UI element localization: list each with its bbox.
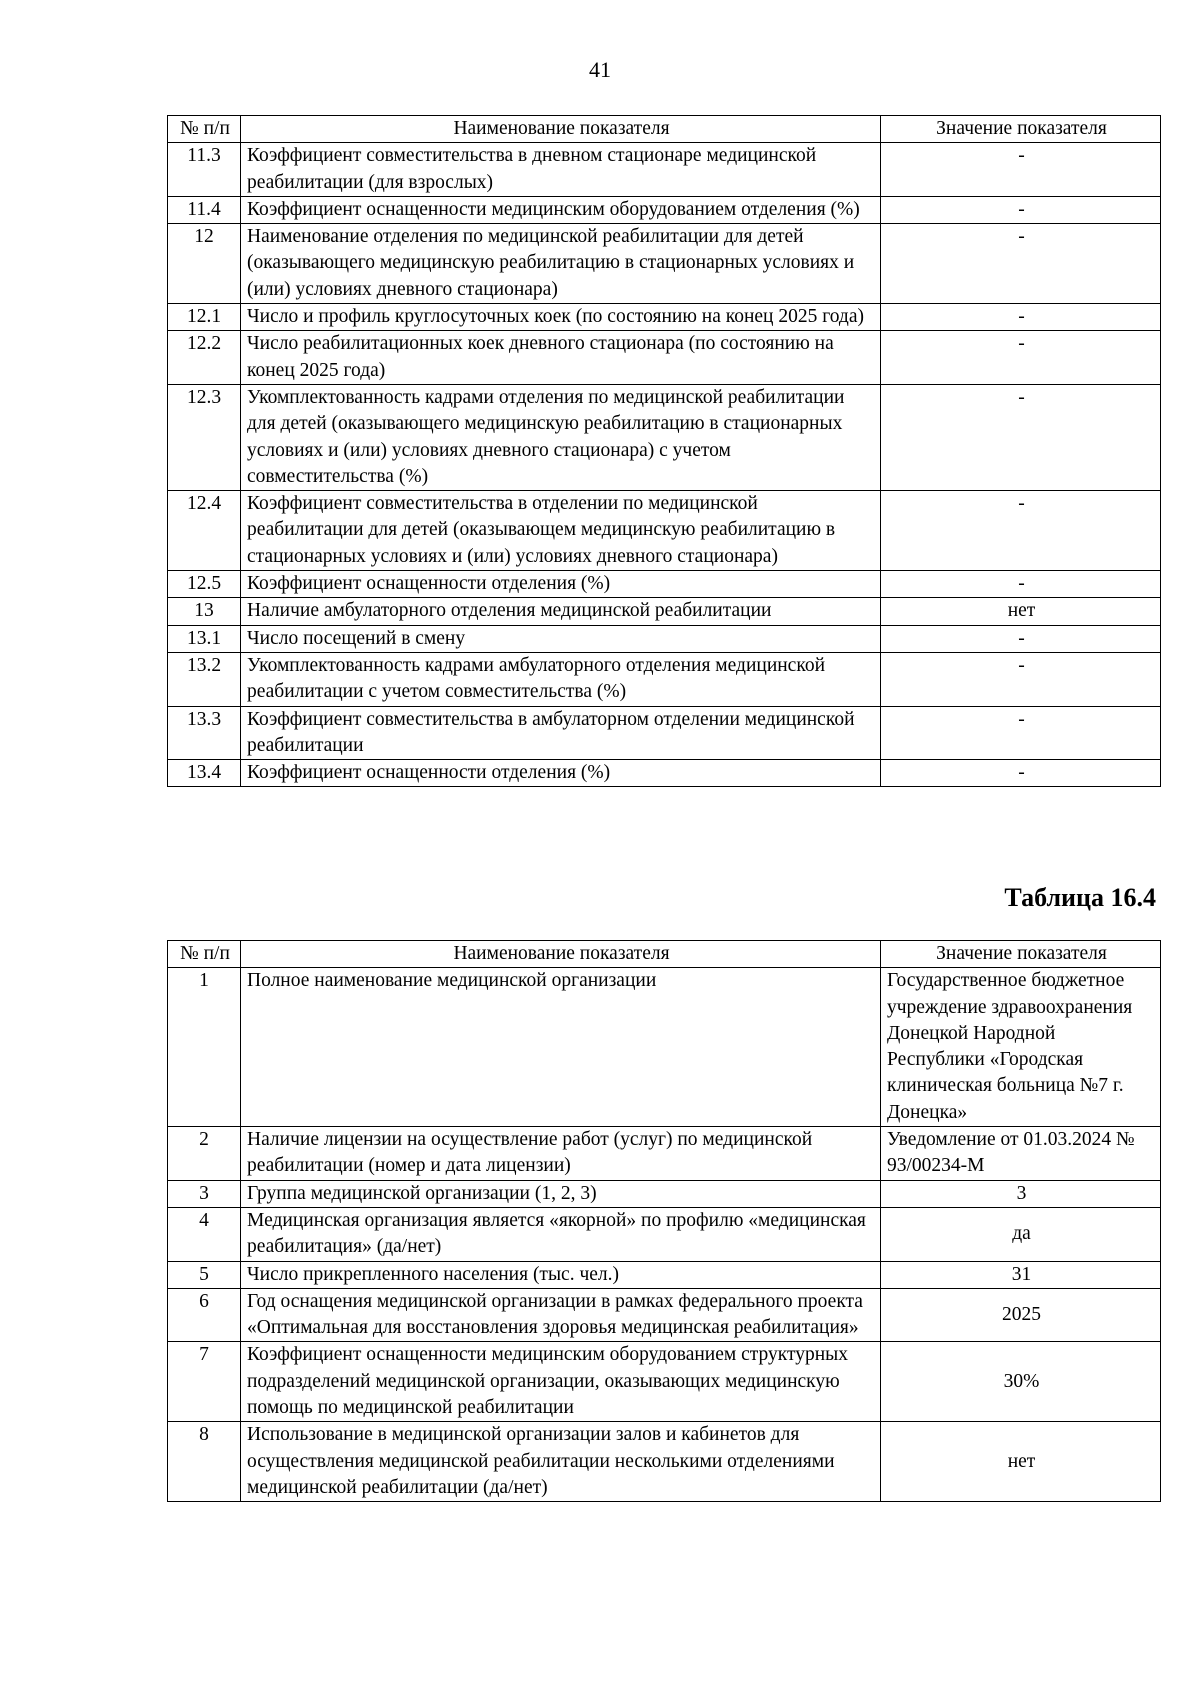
row-indicator-name: Наличие амбулаторного отделения медицинской реабилитации [241,598,881,625]
header-indicator-name: Наименование показателя [241,941,881,968]
table-row [168,968,1161,1127]
row-number: 1 [168,968,241,1127]
row-indicator-name: Укомплектованность кадрами амбулаторного отделения медицинской реабилитации с учетом совместительства (%) [241,652,881,706]
table-row [168,224,1161,304]
row-indicator-name: Коэффициент совместительства в дневном стационаре медицинской реабилитации (для взрослых) [241,143,881,197]
row-indicator-value: - [881,625,1161,652]
row-number: 13.4 [168,760,241,787]
row-indicator-value: 3 [881,1180,1161,1207]
table-row [168,1422,1161,1502]
row-indicator-value: - [881,304,1161,331]
row-number: 7 [168,1342,241,1422]
row-indicator-value: 30% [881,1342,1161,1422]
row-indicator-value: 31 [881,1261,1161,1288]
row-indicator-value: Государственное бюджетное учреждение здравоохранения Донецкой Народной Республики «Городская клиническая больница №7 г. Донецка» [881,968,1161,1127]
row-number: 12 [168,224,241,304]
row-indicator-value: - [881,571,1161,598]
row-indicator-value: да [881,1207,1161,1261]
table-row [168,1288,1161,1342]
row-indicator-value: - [881,706,1161,760]
row-number: 11.3 [168,143,241,197]
row-indicator-value: - [881,760,1161,787]
row-indicator-name: Полное наименование медицинской организации [241,968,881,1127]
row-indicator-name: Число и профиль круглосуточных коек (по состоянию на конец 2025 года) [241,304,881,331]
page-number: 41 [589,57,611,82]
row-indicator-name: Коэффициент совместительства в амбулаторном отделении медицинской реабилитации [241,706,881,760]
row-indicator-name: Число посещений в смену [241,625,881,652]
row-number: 5 [168,1261,241,1288]
row-indicator-name: Наличие лицензии на осуществление работ (услуг) по медицинской реабилитации (номер и дата лицензии) [241,1127,881,1181]
row-number: 12.3 [168,384,241,490]
row-indicator-name: Укомплектованность кадрами отделения по медицинской реабилитации для детей (оказывающего медицинскую реабилитацию в стационарных условиях и (или) условиях дневного стационара) с учетом совместительства (%) [241,384,881,490]
table-row [168,760,1161,787]
row-indicator-name: Наименование отделения по медицинской реабилитации для детей (оказывающего медицинскую реабилитацию в стационарных условиях и (или) условиях дневного стационара) [241,224,881,304]
indicators-table-continued [167,115,1161,787]
table-row [168,384,1161,490]
header-number: № п/п [168,941,241,968]
table-row [168,1342,1161,1422]
header-indicator-value: Значение показателя [881,941,1161,968]
table-row [168,652,1161,706]
table-row [168,304,1161,331]
row-number: 12.5 [168,571,241,598]
row-indicator-name: Число прикрепленного населения (тыс. чел.) [241,1261,881,1288]
row-number: 13 [168,598,241,625]
row-number: 13.1 [168,625,241,652]
organization-table [167,940,1161,1502]
row-indicator-name: Коэффициент совместительства в отделении по медицинской реабилитации для детей (оказывающем медицинскую реабилитацию в стационарных условиях и (или) условиях дневного стационара) [241,491,881,571]
row-indicator-name: Использование в медицинской организации залов и кабинетов для осуществления медицинской реабилитации несколькими отделениями медицинской реабилитации (да/нет) [241,1422,881,1502]
row-number: 12.4 [168,491,241,571]
row-indicator-value: - [881,331,1161,385]
row-indicator-name: Коэффициент оснащенности медицинским оборудованием структурных подразделений медицинской организации, оказывающих медицинскую помощь по медицинской реабилитации [241,1342,881,1422]
row-number: 4 [168,1207,241,1261]
row-number: 12.2 [168,331,241,385]
row-indicator-value: - [881,224,1161,304]
row-indicator-name: Медицинская организация является «якорной» по профилю «медицинская реабилитация» (да/нет) [241,1207,881,1261]
table-row [168,598,1161,625]
row-indicator-value: нет [881,598,1161,625]
row-indicator-value: Уведомление от 01.03.2024 № 93/00234-М [881,1127,1161,1181]
header-indicator-value: Значение показателя [881,116,1161,143]
table-header-row [168,941,1161,968]
row-number: 2 [168,1127,241,1181]
row-indicator-name: Коэффициент оснащенности отделения (%) [241,571,881,598]
row-number: 13.2 [168,652,241,706]
row-indicator-name: Год оснащения медицинской организации в рамках федерального проекта «Оптимальная для восстановления здоровья медицинская реабилитация» [241,1288,881,1342]
row-indicator-value: 2025 [881,1288,1161,1342]
row-number: 11.4 [168,196,241,223]
row-indicator-name: Группа медицинской организации (1, 2, 3) [241,1180,881,1207]
table-row [168,625,1161,652]
table-row [168,491,1161,571]
table-row [168,1127,1161,1181]
row-number: 12.1 [168,304,241,331]
row-indicator-value: - [881,143,1161,197]
table-row [168,1180,1161,1207]
table-row [168,196,1161,223]
row-number: 6 [168,1288,241,1342]
table-row [168,1261,1161,1288]
row-indicator-name: Коэффициент оснащенности медицинским оборудованием отделения (%) [241,196,881,223]
table-row [168,571,1161,598]
table-header-row [168,116,1161,143]
table-row [168,331,1161,385]
row-indicator-value: - [881,384,1161,490]
table-row [168,143,1161,197]
table-row [168,1207,1161,1261]
row-indicator-name: Число реабилитационных коек дневного стационара (по состоянию на конец 2025 года) [241,331,881,385]
row-indicator-value: - [881,491,1161,571]
row-number: 13.3 [168,706,241,760]
header-number: № п/п [168,116,241,143]
row-indicator-value: - [881,196,1161,223]
row-indicator-name: Коэффициент оснащенности отделения (%) [241,760,881,787]
header-indicator-name: Наименование показателя [241,116,881,143]
row-number: 8 [168,1422,241,1502]
table-caption: Таблица 16.4 [1004,883,1156,912]
row-indicator-value: - [881,652,1161,706]
row-number: 3 [168,1180,241,1207]
table-row [168,706,1161,760]
row-indicator-value: нет [881,1422,1161,1502]
